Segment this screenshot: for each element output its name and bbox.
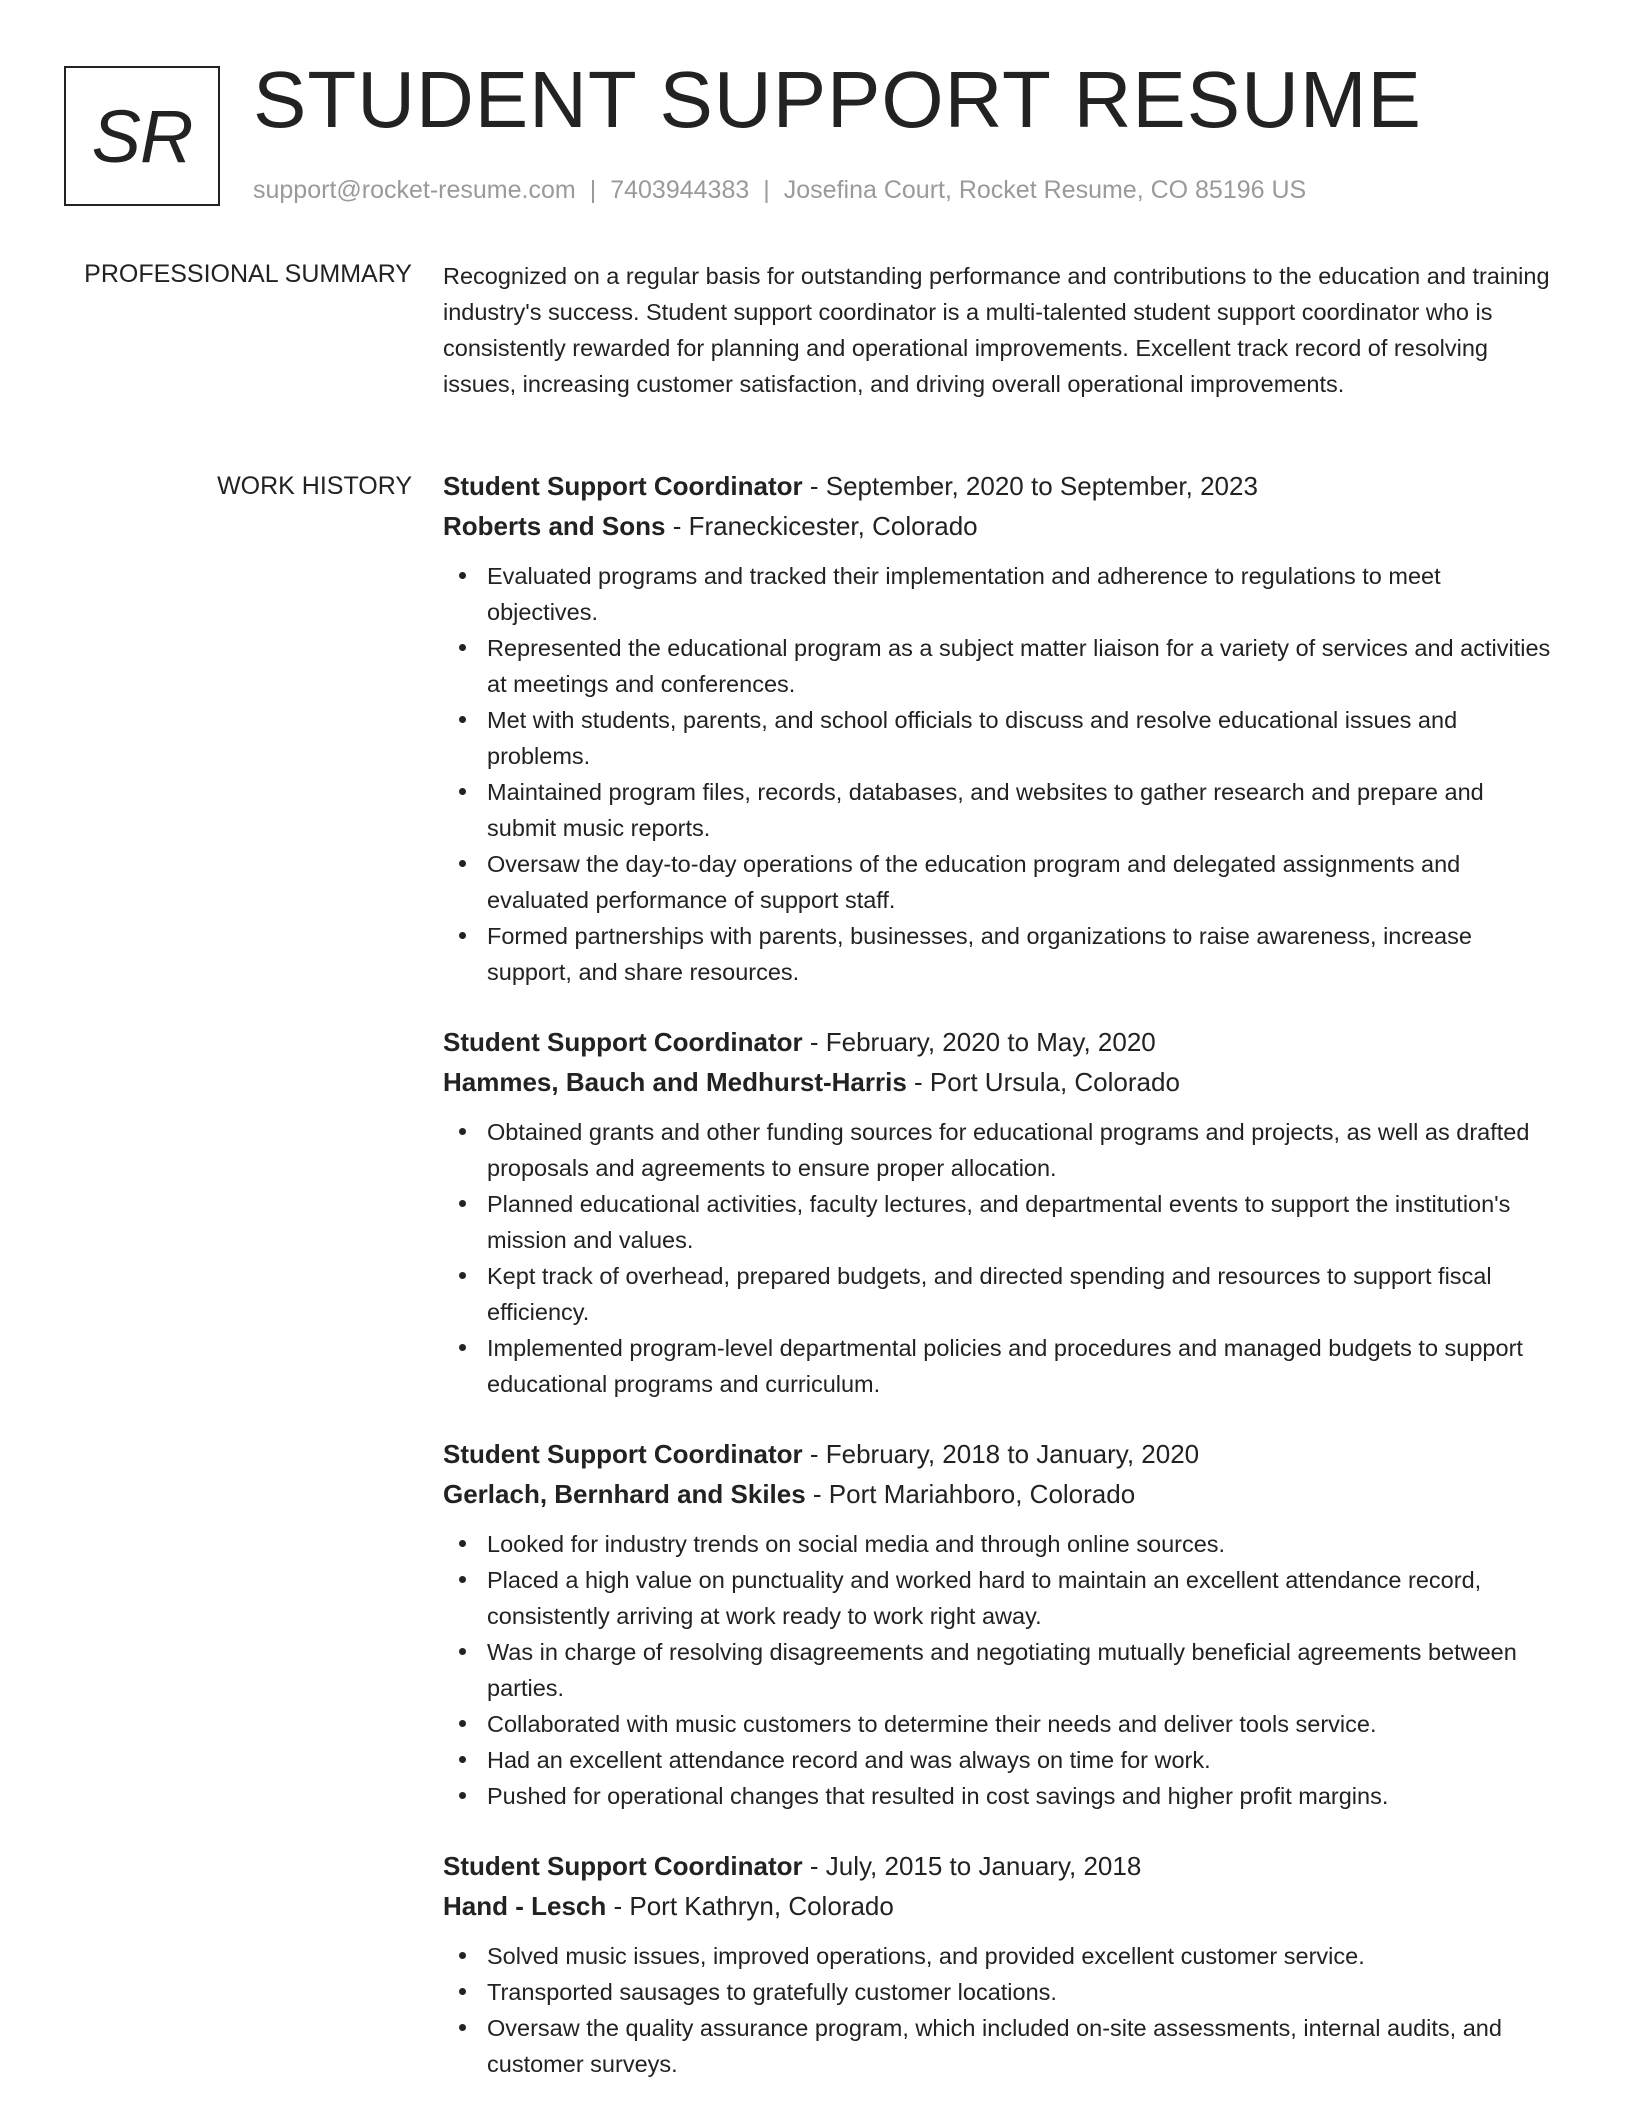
job-bullet xyxy=(443,1634,1558,1706)
bullet-dot-icon xyxy=(459,1344,466,1351)
job-dates: - February, 2020 to May, 2020 xyxy=(802,1027,1156,1057)
job-bullet-text: Evaluated programs and tracked their implementation and adherence to regulations to meet objectives. xyxy=(487,563,1441,625)
job-bullet-text: Pushed for operational changes that resulted in cost savings and higher profit margins. xyxy=(487,1783,1389,1809)
job-title: Student Support Coordinator xyxy=(443,471,803,501)
bullet-dot-icon xyxy=(459,1988,466,1995)
contact-separator: | xyxy=(763,176,770,204)
job-dates: - February, 2018 to January, 2020 xyxy=(802,1439,1200,1469)
job-entry xyxy=(443,1022,1558,1402)
job-title: Student Support Coordinator xyxy=(443,1851,803,1881)
job-bullet-text: Oversaw the quality assurance program, which included on-site assessments, internal audits, and customer surveys. xyxy=(487,2015,1502,2077)
job-bullet-text: Maintained program files, records, databases, and websites to gather research and prepare and submit music reports. xyxy=(487,779,1484,841)
job-bullet-text: Collaborated with music customers to determine their needs and deliver tools service. xyxy=(487,1711,1377,1737)
job-title-line xyxy=(443,466,1558,506)
job-title-line xyxy=(443,1022,1558,1062)
bullet-dot-icon xyxy=(459,1952,466,1959)
job-title-line xyxy=(443,1434,1558,1474)
contact-separator: | xyxy=(589,176,597,204)
job-entry xyxy=(443,1846,1558,2082)
job-bullet xyxy=(443,558,1558,630)
job-bullet xyxy=(443,1330,1558,1402)
job-bullet-text: Represented the educational program as a subject matter liaison for a variety of services and activities at meetings and conferences. xyxy=(487,635,1551,697)
job-bullet xyxy=(443,1974,1558,2010)
job-bullet xyxy=(443,774,1558,846)
job-entry xyxy=(443,466,1558,990)
job-bullet-text: Planned educational activities, faculty lectures, and departmental events to support the institution's mission and values. xyxy=(487,1191,1511,1253)
job-bullet xyxy=(443,630,1558,702)
job-bullet xyxy=(443,702,1558,774)
job-entry xyxy=(443,1434,1558,1814)
bullet-dot-icon xyxy=(459,1200,466,1207)
summary-section xyxy=(443,258,1558,402)
job-bullet-text: Formed partnerships with parents, businesses, and organizations to raise awareness, increase support, and share resources. xyxy=(487,923,1472,985)
job-bullet-list xyxy=(443,1938,1558,2082)
resume-title: STUDENT SUPPORT RESUME xyxy=(253,55,1422,144)
bullet-dot-icon xyxy=(459,1756,466,1763)
job-dates: - July, 2015 to January, 2018 xyxy=(802,1851,1142,1881)
job-company-line xyxy=(443,1886,1558,1926)
bullet-dot-icon xyxy=(459,1648,466,1655)
bullet-dot-icon xyxy=(459,572,466,579)
job-bullet xyxy=(443,1742,1558,1778)
job-bullet xyxy=(443,846,1558,918)
job-location: - Port Kathryn, Colorado xyxy=(606,1891,894,1921)
bullet-dot-icon xyxy=(459,1540,466,1547)
bullet-dot-icon xyxy=(459,1128,466,1135)
job-bullet-text: Looked for industry trends on social media and through online sources. xyxy=(487,1531,1226,1557)
job-bullet xyxy=(443,1778,1558,1814)
bullet-dot-icon xyxy=(459,1576,466,1583)
job-company-line xyxy=(443,1474,1558,1514)
bullet-dot-icon xyxy=(459,788,466,795)
job-company: Hand - Lesch xyxy=(443,1891,607,1921)
job-company-line xyxy=(443,1062,1558,1102)
contact-email: support@rocket-resume.com xyxy=(253,176,576,204)
job-location: - Port Ursula, Colorado xyxy=(906,1067,1180,1097)
job-bullet-text: Had an excellent attendance record and was always on time for work. xyxy=(487,1747,1211,1773)
job-bullet xyxy=(443,1706,1558,1742)
job-bullet-list xyxy=(443,1526,1558,1814)
job-bullet xyxy=(443,1526,1558,1562)
job-location: - Franeckicester, Colorado xyxy=(665,511,978,541)
job-bullet-text: Implemented program-level departmental policies and procedures and managed budgets to support educational programs and curriculum. xyxy=(487,1335,1523,1397)
job-bullet xyxy=(443,1938,1558,1974)
job-bullet-text: Met with students, parents, and school officials to discuss and resolve educational issues and problems. xyxy=(487,707,1458,769)
job-bullet-text: Kept track of overhead, prepared budgets, and directed spending and resources to support fiscal efficiency. xyxy=(487,1263,1492,1325)
job-title: Student Support Coordinator xyxy=(443,1027,803,1057)
contact-phone: 7403944383 xyxy=(610,176,750,204)
job-company: Roberts and Sons xyxy=(443,511,666,541)
job-bullet-text: Obtained grants and other funding sources for educational programs and projects, as well as drafted proposals and agreements to ensure proper allocation. xyxy=(487,1119,1530,1181)
job-bullet-text: Oversaw the day-to-day operations of the education program and delegated assignments and evaluated performance of support staff. xyxy=(487,851,1461,913)
work-history-section xyxy=(443,466,1558,2112)
job-bullet xyxy=(443,1258,1558,1330)
job-bullet xyxy=(443,2010,1558,2082)
contact-line xyxy=(253,174,1306,206)
job-bullet-list xyxy=(443,558,1558,990)
job-bullet xyxy=(443,1562,1558,1634)
job-dates: - September, 2020 to September, 2023 xyxy=(802,471,1258,501)
bullet-dot-icon xyxy=(459,1272,466,1279)
monogram-logo: SR xyxy=(64,66,220,206)
bullet-dot-icon xyxy=(459,716,466,723)
job-location: - Port Mariahboro, Colorado xyxy=(805,1479,1136,1509)
summary-section-label: PROFESSIONAL SUMMARY xyxy=(84,260,412,288)
job-bullet-list xyxy=(443,1114,1558,1402)
job-title-line xyxy=(443,1846,1558,1886)
bullet-dot-icon xyxy=(459,2024,466,2031)
work-history-section-label: WORK HISTORY xyxy=(217,472,412,500)
bullet-dot-icon xyxy=(459,860,466,867)
job-bullet-text: Was in charge of resolving disagreements and negotiating mutually beneficial agreements between parties. xyxy=(487,1639,1517,1701)
job-bullet xyxy=(443,1186,1558,1258)
bullet-dot-icon xyxy=(459,1792,466,1799)
job-bullet xyxy=(443,1114,1558,1186)
bullet-dot-icon xyxy=(459,932,466,939)
job-bullet xyxy=(443,918,1558,990)
job-title: Student Support Coordinator xyxy=(443,1439,803,1469)
bullet-dot-icon xyxy=(459,644,466,651)
job-bullet-text: Placed a high value on punctuality and worked hard to maintain an excellent attendance record, consistently arriving at work ready to work right away. xyxy=(487,1567,1482,1629)
summary-text: Recognized on a regular basis for outstanding performance and contributions to the education and training industry's success. Student support coordinator is a multi-talented student support coordinator who is consistently rewarded for planning and operational improvements. Excellent track record of resolving issues, increasing customer satisfaction, and driving overall operational improvements. xyxy=(443,263,1550,397)
job-company: Gerlach, Bernhard and Skiles xyxy=(443,1479,806,1509)
contact-address: Josefina Court, Rocket Resume, CO 85196 US xyxy=(783,176,1307,204)
job-bullet-text: Solved music issues, improved operations, and provided excellent customer service. xyxy=(487,1943,1365,1969)
job-company: Hammes, Bauch and Medhurst-Harris xyxy=(443,1067,907,1097)
job-bullet-text: Transported sausages to gratefully customer locations. xyxy=(487,1979,1057,2005)
job-company-line xyxy=(443,506,1558,546)
bullet-dot-icon xyxy=(459,1720,466,1727)
